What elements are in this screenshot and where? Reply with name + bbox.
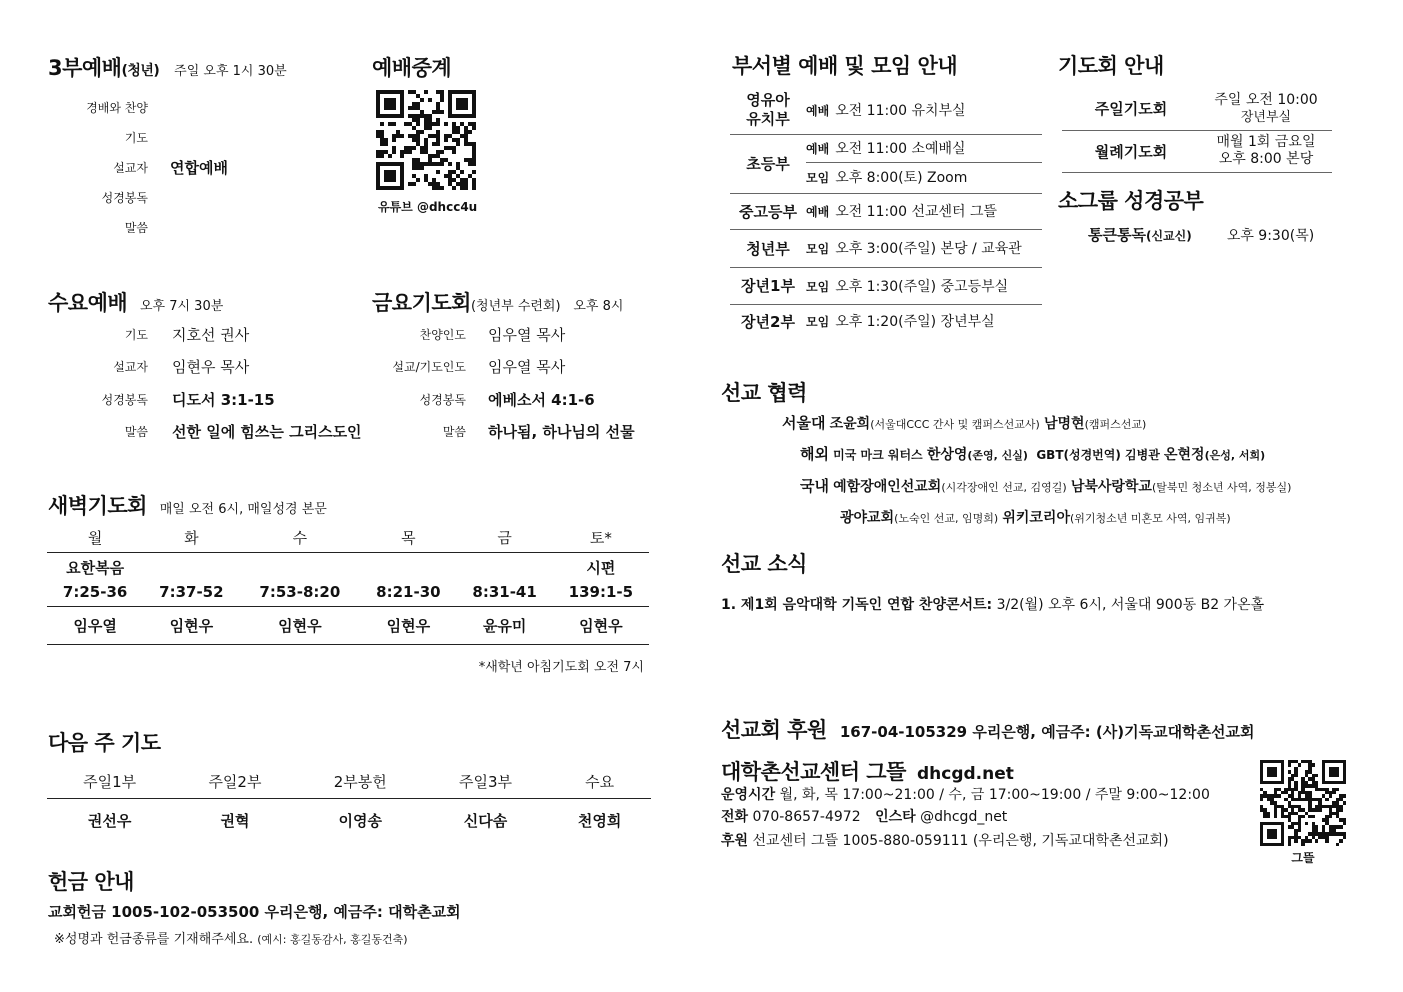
mission-row bbox=[800, 475, 1291, 496]
dept-name: 중고등부 bbox=[739, 202, 797, 221]
item-label: 성경봉독 bbox=[419, 392, 466, 407]
sunday3-row bbox=[48, 92, 228, 122]
mission-support-info: 167-04-105329 우리은행, 예금주: (사)기독교대학촌선교회 bbox=[839, 723, 1255, 741]
leader-cell: 윤유미 bbox=[482, 616, 527, 635]
youtube-qr-code[interactable] bbox=[376, 90, 476, 190]
mission-name: 온현정 bbox=[1163, 447, 1205, 463]
mission-region: 국내 bbox=[800, 477, 829, 495]
table-row bbox=[730, 86, 1042, 134]
book-cell: 시편 bbox=[586, 559, 616, 577]
prayer-meeting-line: 장년부실 bbox=[1240, 109, 1292, 125]
friday-time: 오후 8시 bbox=[573, 299, 624, 314]
item-label: 말씀 bbox=[124, 220, 148, 235]
wednesday-items bbox=[48, 318, 362, 448]
item-label: 설교자 bbox=[113, 160, 148, 175]
item-label: 기도 bbox=[124, 130, 148, 145]
dept-line bbox=[806, 163, 1042, 193]
mission-news-title: 선교 소식 bbox=[721, 552, 807, 576]
center-qr-caption: 그뜰 bbox=[1291, 851, 1315, 865]
mission-note: (노숙인 선교, 임명희) bbox=[894, 512, 999, 525]
table-row bbox=[730, 304, 1042, 338]
prayer-name: 권선우 bbox=[87, 811, 132, 830]
center-insta-label: 인스타 bbox=[875, 809, 916, 825]
mission-news-item bbox=[721, 594, 1264, 614]
next-prayer-table bbox=[47, 765, 651, 842]
mission-name: 위키코리아 bbox=[1002, 510, 1070, 526]
prayer-meeting-line: 주일 오전 10:00 bbox=[1214, 91, 1318, 108]
center-title: 대학촌선교센터 그뜰 bbox=[721, 760, 906, 784]
leader-cell: 임현우 bbox=[169, 616, 214, 635]
item-value: 선한 일에 힘쓰는 그리스도인 bbox=[172, 423, 362, 442]
center-hours-row bbox=[721, 784, 1210, 806]
table-row bbox=[47, 606, 649, 644]
item-value: 임현우 목사 bbox=[172, 358, 250, 377]
book-cell: 요한복음 bbox=[66, 559, 125, 577]
center-contact-row bbox=[721, 806, 1210, 828]
prayer-name: 천영희 bbox=[577, 811, 622, 830]
small-group-name: 통큰통독 bbox=[1088, 226, 1146, 244]
center-site: dhcgd.net bbox=[916, 764, 1014, 784]
broadcast-caption: 유튜브 @dhcc4u bbox=[378, 200, 478, 214]
mission-note: (탈북민 청소년 사역, 정봉실) bbox=[1151, 481, 1292, 494]
mission-name: 광야교회 bbox=[840, 510, 895, 526]
prayer-header: 주일1부 bbox=[47, 765, 172, 798]
book-cell bbox=[143, 552, 239, 578]
dept-text: 오전 11:00 선교센터 그뜰 bbox=[835, 204, 998, 220]
item-value: 임우열 목사 bbox=[488, 325, 566, 344]
dept-detail bbox=[806, 304, 1042, 338]
dept-name: 초등부 bbox=[746, 155, 790, 173]
day-header: 화 bbox=[143, 524, 239, 552]
offering-account: 교회헌금 1005-102-053500 우리은행, 예금주: 대학촌교회 bbox=[48, 903, 461, 921]
table-row bbox=[730, 193, 1042, 229]
table-row bbox=[47, 765, 651, 798]
mission-note: (서울대CCC 간사 및 캠퍼스선교사) bbox=[870, 418, 1040, 431]
prayer-name: 신다솜 bbox=[463, 811, 508, 830]
dawn-title: 새벽기도회 bbox=[48, 494, 147, 518]
prayer-name: 권혁 bbox=[220, 811, 250, 830]
wednesday-row bbox=[48, 383, 362, 416]
mission-note: (캠퍼스선교) bbox=[1084, 418, 1147, 431]
mission-support bbox=[721, 714, 1255, 744]
center-support: 선교센터 그뜰 1005-880-059111 (우리은행, 기독교대학촌선교회) bbox=[752, 833, 1169, 849]
offering-note-text: ※성명과 헌금종류를 기재해주세요. bbox=[54, 932, 254, 947]
item-value: 하나됨, 하나님의 선물 bbox=[488, 423, 635, 442]
prayer-header: 주일3부 bbox=[423, 765, 548, 798]
dept-text: 오후 3:00(주일) 본당 / 교육관 bbox=[835, 241, 1022, 257]
mission-row bbox=[840, 507, 1231, 527]
item-value: 임우열 목사 bbox=[488, 358, 566, 377]
friday-title: 금요기도회 bbox=[372, 291, 471, 315]
table-row bbox=[1062, 130, 1332, 172]
dept-text: 오전 11:00 소예배실 bbox=[835, 140, 966, 157]
passage-cell: 7:53-8:20 bbox=[259, 582, 341, 601]
center-hours-label: 운영시간 bbox=[721, 787, 776, 803]
prayer-header: 2부봉헌 bbox=[298, 765, 423, 798]
item-value: 지호선 권사 bbox=[172, 325, 250, 344]
item-label: 설교/기도인도 bbox=[392, 360, 466, 375]
dept-detail bbox=[806, 267, 1042, 304]
leader-cell: 임현우 bbox=[579, 616, 623, 635]
dept-tag: 모임 bbox=[806, 170, 830, 185]
wednesday-row bbox=[48, 351, 362, 384]
item-label: 기도 bbox=[124, 327, 148, 342]
prayer-meeting-name: 월례기도회 bbox=[1094, 142, 1168, 161]
dept-tag: 모임 bbox=[806, 242, 830, 256]
dept-tag: 모임 bbox=[806, 279, 830, 294]
prayer-meeting-detail bbox=[1200, 88, 1332, 130]
sunday3-heading bbox=[48, 52, 287, 82]
book-cell bbox=[360, 552, 456, 578]
offering-note-example: (예시: 홍길동감사, 홍길동건축) bbox=[257, 933, 408, 946]
mission-support-title: 선교회 후원 bbox=[721, 718, 827, 742]
passage-cell: 7:25-36 bbox=[62, 582, 128, 601]
center-phone: 070-8657-4972 bbox=[752, 809, 861, 825]
table-row bbox=[47, 578, 649, 606]
dept-detail bbox=[806, 193, 1042, 229]
mission-name: 한상영 bbox=[926, 447, 968, 463]
mission-name: 조윤희 bbox=[829, 416, 871, 432]
dept-text: 오전 11:00 유치부실 bbox=[835, 102, 966, 119]
small-group-paren: (신교신) bbox=[1145, 229, 1192, 243]
dept-tag: 예배 bbox=[806, 141, 830, 156]
prayer-meeting-detail bbox=[1200, 130, 1332, 172]
leader-cell: 임현우 bbox=[386, 616, 431, 635]
book-cell bbox=[239, 552, 360, 578]
prayer-meeting-line: 매월 1회 금요일 bbox=[1216, 134, 1316, 150]
prayer-name: 이영송 bbox=[338, 811, 382, 830]
mission-news-text: 3/2(월) 오후 6시, 서울대 900동 B2 가온홀 bbox=[992, 597, 1265, 613]
item-label: 성경봉독 bbox=[101, 392, 148, 407]
wednesday-row bbox=[48, 416, 362, 449]
dept-tag: 모임 bbox=[806, 315, 830, 330]
dept-name: 장년1부 bbox=[741, 277, 795, 295]
dept-name: 영유아 유치부 bbox=[746, 90, 790, 128]
mission-region: 서울대 bbox=[782, 414, 826, 432]
prayer-header: 수요 bbox=[548, 765, 651, 798]
item-value: 디도서 3:1-15 bbox=[172, 390, 275, 409]
friday-heading bbox=[372, 287, 623, 317]
passage-cell: 8:31-41 bbox=[472, 582, 537, 601]
mission-note: (위기청소년 미혼모 사역, 임귀복) bbox=[1069, 512, 1231, 525]
table-row bbox=[1062, 88, 1332, 130]
friday-paren: (청년부 수련회) bbox=[470, 299, 561, 314]
wednesday-title: 수요예배 bbox=[48, 291, 128, 315]
center-info bbox=[721, 784, 1210, 852]
mission-plain: GBT(성경번역) 김병관 bbox=[1027, 448, 1164, 462]
friday-row bbox=[366, 383, 635, 416]
dept-detail bbox=[806, 86, 1042, 134]
passage-cell: 7:37-52 bbox=[159, 582, 224, 601]
mission-name: 남북사랑학교 bbox=[1070, 479, 1152, 495]
center-hours: 월, 화, 목 17:00~21:00 / 수, 금 17:00~19:00 / 주말 9:00~12:00 bbox=[779, 787, 1210, 803]
sunday3-row bbox=[48, 182, 228, 212]
item-value: 에베소서 4:1-6 bbox=[488, 390, 595, 409]
day-header: 수 bbox=[239, 524, 360, 552]
mission-plain: 미국 마크 워터스 bbox=[833, 448, 927, 462]
book-cell bbox=[456, 552, 552, 578]
passage-cell: 8:21-30 bbox=[376, 582, 441, 601]
friday-items bbox=[366, 318, 635, 448]
center-support-label: 후원 bbox=[721, 833, 749, 849]
sunday3-row bbox=[48, 122, 228, 152]
mission-row bbox=[782, 412, 1146, 433]
table-row bbox=[730, 134, 1042, 193]
table-row bbox=[730, 229, 1042, 267]
table-row bbox=[47, 524, 649, 552]
prayer-header: 주일2부 bbox=[172, 765, 297, 798]
day-header: 금 bbox=[456, 524, 552, 552]
sunday3-row bbox=[48, 212, 228, 242]
mission-row bbox=[800, 443, 1265, 464]
day-header: 목 bbox=[360, 524, 456, 552]
dept-tag: 예배 bbox=[806, 205, 830, 219]
wednesday-heading bbox=[48, 287, 223, 317]
mission-news-label: 1. 제1회 음악대학 기독인 연합 찬양콘서트: bbox=[721, 597, 993, 613]
departments-table bbox=[730, 86, 1042, 338]
mission-note: (시각장애인 선교, 김영길) bbox=[941, 481, 1067, 494]
sunday3-time: 주일 오후 1시 30분 bbox=[174, 64, 287, 79]
dept-line bbox=[806, 135, 1042, 163]
prayer-meeting-title: 기도회 안내 bbox=[1058, 54, 1164, 78]
dept-detail bbox=[806, 134, 1042, 193]
day-header: 월 bbox=[47, 524, 143, 552]
item-label: 말씀 bbox=[124, 425, 148, 440]
passage-cell: 139:1-5 bbox=[568, 582, 634, 601]
item-value: 연합예배 bbox=[170, 158, 228, 177]
next-prayer-title: 다음 주 기도 bbox=[48, 731, 161, 755]
departments-list bbox=[730, 86, 1042, 338]
prayer-meeting-line: 오후 8:00 본당 bbox=[1218, 151, 1314, 167]
table-row bbox=[47, 552, 649, 578]
mission-name: 남명현 bbox=[1043, 416, 1085, 432]
mission-name: 예함장애인선교회 bbox=[833, 479, 942, 495]
item-label: 설교자 bbox=[113, 360, 148, 375]
broadcast-title: 예배중계 bbox=[372, 56, 452, 80]
dept-name: 청년부 bbox=[746, 239, 790, 258]
prayer-meeting-table bbox=[1062, 88, 1332, 173]
friday-row bbox=[366, 416, 635, 449]
table-row bbox=[730, 267, 1042, 304]
sunday3-items bbox=[48, 92, 228, 242]
departments-title: 부서별 예배 및 모임 안내 bbox=[732, 54, 958, 78]
center-qr-code[interactable] bbox=[1260, 760, 1346, 846]
dawn-note: *새학년 아침기도회 오전 7시 bbox=[478, 660, 644, 675]
center-heading bbox=[721, 756, 1014, 786]
prayer-meeting-name: 주일기도회 bbox=[1094, 100, 1168, 119]
leader-cell: 임현우 bbox=[278, 616, 322, 635]
mission-note: (존영, 신실) bbox=[967, 449, 1028, 462]
friday-row bbox=[366, 318, 635, 351]
mission-note: (은성, 서희) bbox=[1204, 449, 1266, 462]
sunday3-paren: (청년) bbox=[121, 63, 160, 79]
day-header: 토* bbox=[553, 524, 649, 552]
wednesday-row bbox=[48, 318, 362, 351]
offering-title: 헌금 안내 bbox=[48, 870, 134, 894]
dept-tag: 예배 bbox=[806, 103, 830, 118]
small-group-time: 오후 9:30(목) bbox=[1226, 228, 1315, 244]
small-group-row bbox=[1088, 224, 1314, 245]
wednesday-time: 오후 7시 30분 bbox=[139, 299, 224, 314]
dept-name: 장년2부 bbox=[741, 312, 795, 331]
center-support-row bbox=[721, 830, 1210, 852]
dept-detail bbox=[806, 229, 1042, 267]
dawn-heading bbox=[48, 490, 327, 520]
mission-region: 해외 bbox=[800, 445, 829, 463]
dept-text: 오후 1:30(주일) 중고등부실 bbox=[835, 278, 1009, 295]
dept-text: 오후 1:20(주일) 장년부실 bbox=[835, 314, 995, 331]
offering-note bbox=[54, 928, 408, 947]
center-phone-label: 전화 bbox=[721, 809, 749, 825]
item-label: 경배와 찬양 bbox=[86, 100, 148, 115]
mission-title: 선교 협력 bbox=[721, 381, 807, 405]
friday-row bbox=[366, 351, 635, 384]
item-label: 성경봉독 bbox=[101, 190, 148, 205]
table-row bbox=[47, 798, 651, 842]
leader-cell: 임우열 bbox=[73, 616, 117, 635]
small-group-title: 소그룹 성경공부 bbox=[1058, 189, 1204, 213]
center-insta: @dhcgd_net bbox=[920, 809, 1008, 825]
sunday3-title: 3부예배 bbox=[48, 56, 122, 80]
item-label: 말씀 bbox=[442, 425, 466, 440]
dawn-schedule-table bbox=[47, 524, 649, 645]
item-label: 찬양인도 bbox=[419, 327, 466, 342]
sunday3-row bbox=[48, 152, 228, 182]
dept-text: 오후 8:00(토) Zoom bbox=[835, 169, 968, 186]
dawn-subtitle: 매일 오전 6시, 매일성경 본문 bbox=[159, 502, 327, 517]
